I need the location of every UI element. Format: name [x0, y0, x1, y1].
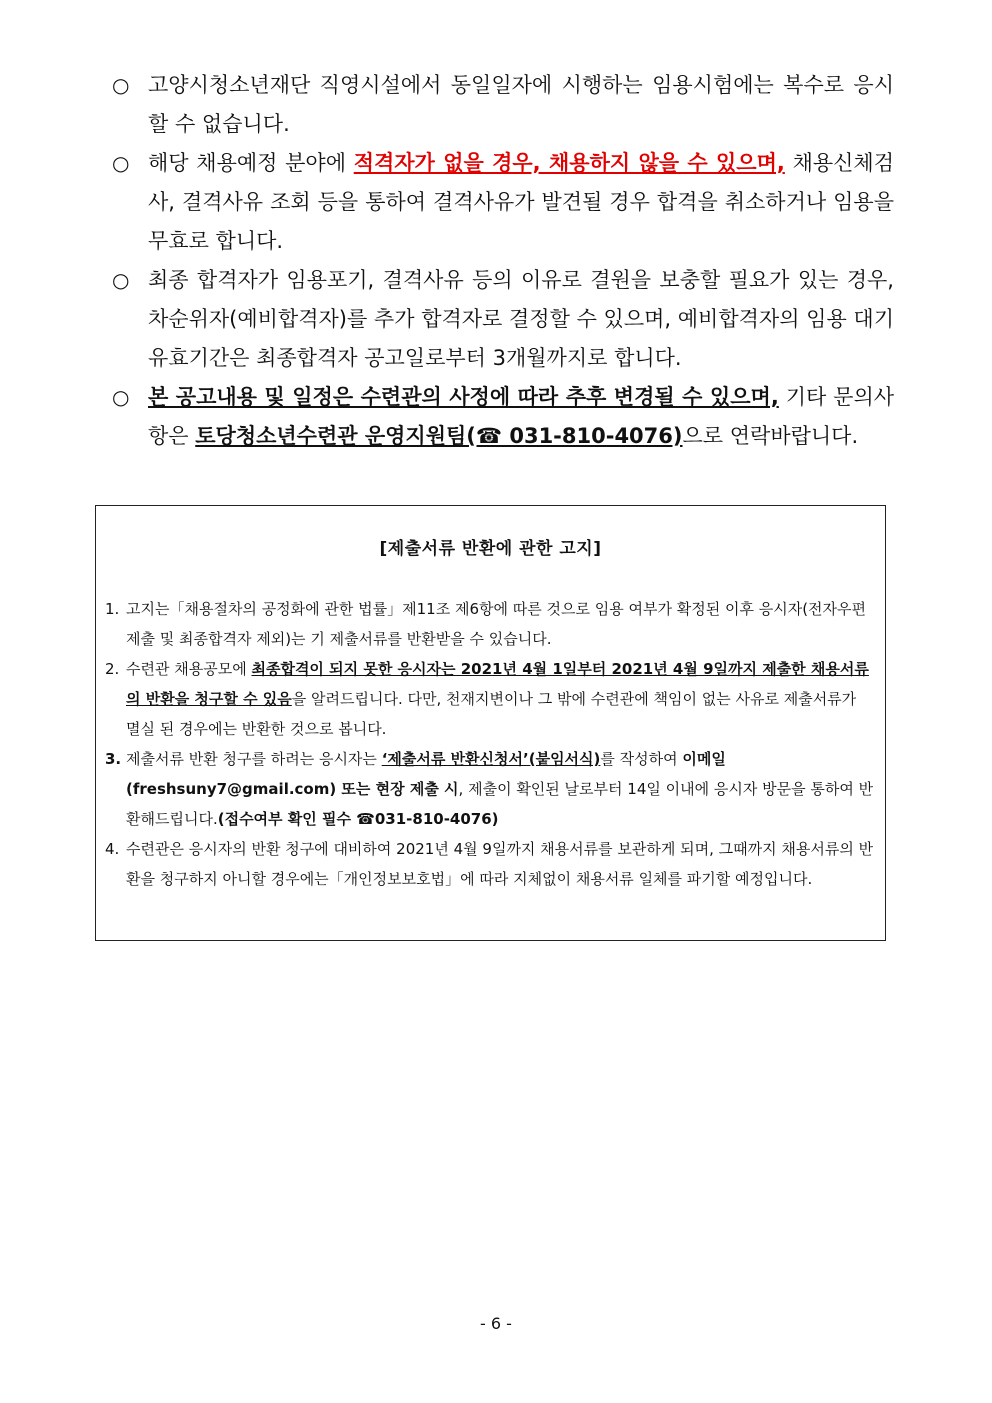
item-text-pre: 수련관 채용공모에: [126, 660, 252, 678]
item-text-post: 을 알려드립니다. 다만, 천재지변이나 그 밖에 수련관에 책임이 없는 사유로 제출서류가 멸실 된 경우에는 반환한 것으로 봅니다.: [126, 690, 857, 738]
red-highlight-text: 적격자가 없을 경우, 채용하지 않을 수 있으며,: [353, 151, 785, 175]
item-text: 고지는「채용절차의 공정화에 관한 법률」제11조 제6항에 따른 것으로 임용 여부가 확정된 이후 응시자(전자우편 제출 및 최종합격자 제외)는 기 제출서류를 반환받을 수 있습니다.: [126, 600, 867, 648]
form-name: ‘제출서류 반환신청서’(붙임서식): [381, 750, 601, 768]
bullet-text-post: 으로 연락바랍니다.: [682, 424, 859, 448]
contact-info: 토당청소년수련관 운영지원팀(☎ 031-810-4076): [195, 424, 683, 448]
bullet-list: [112, 66, 894, 456]
item-bold-text: 이메일(freshsuny7@gmail.com) 또는 현장 제출 시: [126, 750, 726, 798]
contact-info: (접수여부 확인 필수 ☎031-810-4076): [217, 810, 499, 828]
notice-title: [제출서류 반환에 관한 고지]: [379, 539, 602, 559]
bullet-text-mid: 기타 문의사항은: [148, 385, 895, 448]
item-text: 수련관은 응시자의 반환 청구에 대비하여 2021년 4월 9일까지 채용서류를 보관하게 되며, 그때까지 채용서류의 반환을 청구하지 아니할 경우에는「개인정보보호법」에 따라 지체없이 채용서류 일체를 파기할 예정입니다.: [126, 840, 874, 888]
notice-list: [105, 594, 875, 894]
circle-bullet-icon: ○: [112, 151, 130, 175]
item-number: 3.: [105, 750, 122, 768]
item-text-pre: 제출서류 반환 청구를 하려는 응시자는: [126, 750, 382, 768]
notice-item: [105, 744, 875, 834]
bullet-text: 고양시청소년재단 직영시설에서 동일일자에 시행하는 임용시험에는 복수로 응시할 수 없습니다.: [148, 73, 894, 136]
item-text-mid: 를 작성하여: [600, 750, 683, 768]
bullet-text-post: 채용신체검사, 결격사유 조회 등을 통하여 결격사유가 발견될 경우 합격을 취소하거나 임용을 무효로 합니다.: [148, 151, 894, 253]
notice-item: [105, 594, 875, 654]
notice-box: [95, 505, 886, 941]
bullet-text: 최종 합격자가 임용포기, 결격사유 등의 이유로 결원을 보충할 필요가 있는 경우, 차순위자(예비합격자)를 추가 합격자로 결정할 수 있으며, 예비합격자의 임용 대기 유효기간은 최종합격자 공고일로부터 3개월까지로 합니다.: [148, 268, 894, 370]
bullet-text-pre: 해당 채용예정 분야에: [148, 151, 354, 175]
bullet-item: [112, 66, 894, 144]
circle-bullet-icon: ○: [112, 73, 130, 97]
circle-bullet-icon: ○: [112, 385, 130, 409]
item-number: 4.: [105, 840, 120, 858]
item-bold-text: 최종합격이 되지 못한 응시자는 2021년 4월 1일부터 2021년 4월 9일까지 제출한 채용서류의 반환을 청구할 수 있음: [126, 660, 869, 708]
bullet-item: [112, 261, 894, 378]
page-number: - 6 -: [480, 1314, 512, 1333]
notice-item: [105, 654, 875, 744]
circle-bullet-icon: ○: [112, 268, 130, 292]
bullet-item: [112, 144, 894, 261]
item-text-mid2: , 제출이 확인된 날로부터 14일 이내에 응시자 방문을 통하여 반환해드립니다.: [126, 780, 874, 828]
notice-item: [105, 834, 875, 894]
item-number: 1.: [105, 600, 120, 618]
item-number: 2.: [105, 660, 120, 678]
bullet-item: [112, 378, 894, 456]
bold-highlight-text: 본 공고내용 및 일정은 수련관의 사정에 따라 추후 변경될 수 있으며,: [148, 385, 779, 409]
